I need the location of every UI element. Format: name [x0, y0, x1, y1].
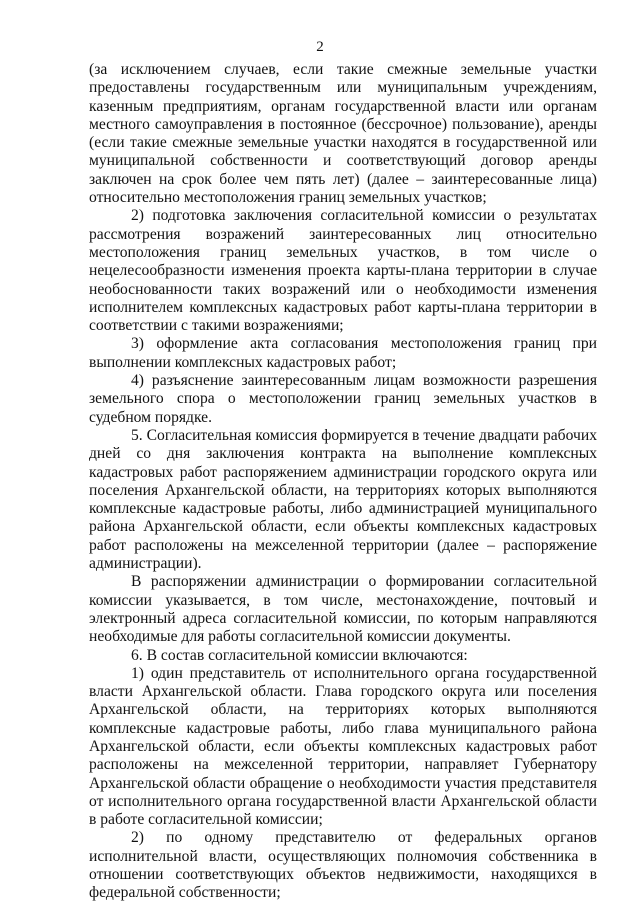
paragraph: 3) оформление акта согласования местоположения границ при выполнении комплексных кадастровых работ; [89, 335, 597, 371]
paragraph: 5. Согласительная комиссия формируется в течение двадцати рабочих дней со дня заключения контракта на выполнение комплексных кадастровых работ распоряжением администрации городского округа или поселения Архангельской области, на территориях которых выполняются комплексные кадастровые работы, либо администрацией муниципального района Архангельской области, если объекты комплексных кадастровых работ расположены на межселенной территории (далее – распоряжение администрации). [89, 426, 597, 573]
paragraph: В распоряжении администрации о формировании согласительной комиссии указывается, в том числе, местонахождение, почтовый и электронный адреса согласительной комиссии, по которым направляются необходимые для работы согласительной комиссии документы. [89, 573, 597, 646]
paragraph: 6. В состав согласительной комиссии включаются: [131, 646, 468, 664]
page-number: 2 [316, 39, 324, 55]
paragraph: 2) по одному представителю от федеральных органов исполнительной власти, осуществляющих полномочия собственника в отношении соответствующих объектов недвижимости, находящихся в федеральной собственности; [89, 829, 597, 902]
document-body [89, 61, 597, 903]
paragraph: 4) разъяснение заинтересованным лицам возможности разрешения земельного спора о местоположении границ земельных участков в судебном порядке. [89, 372, 597, 426]
paragraph: (за исключением случаев, если такие смежные земельные участки предоставлены государственным или муниципальным учреждениям, казенным предприятиям, органам государственной власти или органам местного самоуправления в постоянное (бессрочное) пользование), аренды (если такие смежные земельные участки находятся в государственной или муниципальной собственности и соответствующий договор аренды заключен на срок более чем пять лет) (далее – заинтересованные лица) относительно местоположения границ земельных участков; [89, 61, 597, 207]
paragraph: 1) один представитель от исполнительного органа государственной власти Архангельской области. Глава городского округа или поселения Архангельской области, на территориях которых выполняются комплексные кадастровые работы, либо глава муниципального района Архангельской области, если объекты комплексных кадастровых работ расположены на межселенной территории, направляет Губернатору Архангельской области обращение о необходимости участия представителя от исполнительного органа государственной власти Архангельской области в работе согласительной комиссии; [89, 664, 597, 829]
paragraph: 2) подготовка заключения согласительной комиссии о результатах рассмотрения возражений заинтересованных лиц относительно местоположения границ земельных участков, в том числе о нецелесообразности изменения проекта карты-плана территории в случае необоснованности таких возражений или о необходимости изменения исполнителем комплексных кадастровых работ карты-плана территории в соответствии с такими возражениями; [89, 207, 597, 335]
